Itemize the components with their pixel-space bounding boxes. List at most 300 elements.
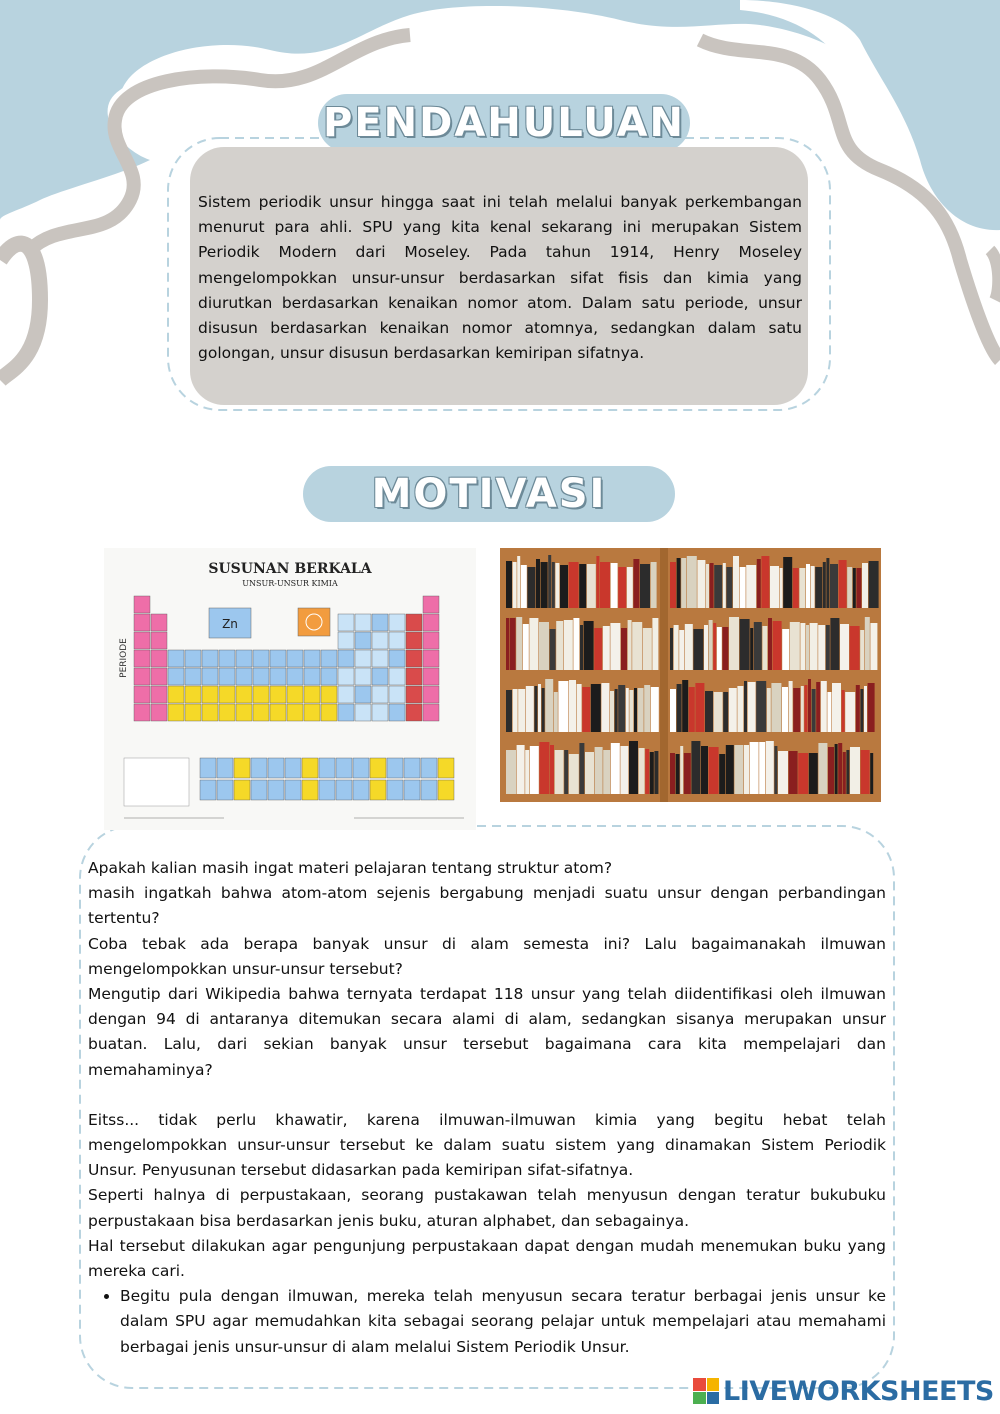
book-spine xyxy=(806,564,810,608)
motivasi-paragraph: Apakah kalian masih ingat materi pelajaran tentang struktur atom? xyxy=(88,859,613,877)
periodic-cell xyxy=(321,668,337,685)
book-spine xyxy=(733,556,739,608)
periodic-cell xyxy=(372,614,388,631)
motivasi-bullet-list xyxy=(88,1284,886,1360)
book-spine xyxy=(723,692,728,732)
periodic-cell xyxy=(438,758,454,778)
book-spine xyxy=(685,624,693,670)
book-spine xyxy=(611,743,620,794)
book-spine xyxy=(555,563,559,608)
book-spine xyxy=(620,746,628,794)
book-spine xyxy=(704,625,708,670)
book-spine xyxy=(584,621,594,670)
book-spine xyxy=(629,741,638,794)
book-spine xyxy=(793,568,799,608)
book-spine xyxy=(674,625,679,670)
book-spine xyxy=(628,620,632,670)
book-spine xyxy=(783,557,792,608)
book-spine xyxy=(862,563,868,608)
periodic-cell xyxy=(202,686,218,703)
periodic-cell xyxy=(134,632,150,649)
book-spine xyxy=(768,618,772,670)
periodic-cell xyxy=(287,686,303,703)
book-spine xyxy=(639,748,645,794)
book-spine xyxy=(713,623,716,670)
book-spine xyxy=(757,559,761,608)
periodic-cell xyxy=(219,650,235,667)
book-spine xyxy=(677,684,682,732)
book-spine xyxy=(693,629,703,670)
periodic-cell xyxy=(304,704,320,721)
periodic-cell xyxy=(236,668,252,685)
periodic-cell xyxy=(302,758,318,778)
periodic-cell xyxy=(423,650,439,667)
book-spine xyxy=(560,565,568,608)
periodic-cell xyxy=(372,704,388,721)
periodic-cell xyxy=(217,758,233,778)
book-spine xyxy=(826,558,829,608)
book-spine xyxy=(580,625,583,670)
book-spine xyxy=(840,624,849,670)
periodic-cell xyxy=(304,650,320,667)
periodic-cell xyxy=(389,704,405,721)
periodic-cell xyxy=(287,704,303,721)
liveworksheets-brand: LIVEWORKSHEETS xyxy=(723,1375,994,1407)
book-spine xyxy=(754,622,762,670)
book-spine xyxy=(798,753,808,794)
periodic-cell xyxy=(168,686,184,703)
periodic-cell xyxy=(200,758,216,778)
book-spine xyxy=(810,623,818,670)
periodic-cell xyxy=(253,668,269,685)
periodic-cell xyxy=(372,668,388,685)
book-spine xyxy=(865,617,870,670)
book-spine xyxy=(868,683,875,732)
motivasi-paragraph: Mengutip dari Wikipedia bahwa ternyata terdapat 118 unsur yang telah diidentifikasi oleh ilmuwan dengan 94 di antaranya ditemukan secara alami di alam, sedangkan sisanya merupakan unsur buatan. Lalu, dari sekian banyak unsur tersebut bagaimana cara kita mempelajari dan memahaminya? xyxy=(88,985,886,1079)
periodic-image-title: SUSUNAN BERKALA xyxy=(208,561,372,577)
book-spine xyxy=(726,567,732,608)
book-spine xyxy=(527,567,535,608)
periodic-cell xyxy=(389,686,405,703)
book-spine xyxy=(539,742,549,794)
book-spine xyxy=(828,747,834,794)
periodic-cell xyxy=(372,650,388,667)
book-spine xyxy=(681,558,686,608)
periodic-cell xyxy=(287,668,303,685)
book-spine xyxy=(591,684,601,732)
periodic-cell xyxy=(270,650,286,667)
book-spine xyxy=(650,752,654,794)
periodic-cell xyxy=(389,632,405,649)
periodic-cell xyxy=(268,780,284,800)
periodic-cell xyxy=(185,650,201,667)
book-spine xyxy=(830,564,838,608)
book-spine xyxy=(838,743,842,794)
book-spine xyxy=(573,618,579,670)
periodic-cell xyxy=(370,758,386,778)
motivasi-paragraph: Coba tebak ada berapa banyak unsur di alam semesta ini? Lalu bagaimanakah ilmuwan mengelompokkan unsur-unsur tersebut? xyxy=(88,934,886,978)
periodic-cell xyxy=(423,686,439,703)
book-spine xyxy=(621,628,627,670)
periodic-cell xyxy=(202,704,218,721)
periodic-cell xyxy=(185,686,201,703)
book-spine xyxy=(539,622,549,670)
periodic-cell xyxy=(423,614,439,631)
periodic-cell xyxy=(151,650,167,667)
bookshelf-image xyxy=(500,548,881,802)
periodic-cell xyxy=(219,668,235,685)
periodic-cell xyxy=(372,686,388,703)
book-spine xyxy=(722,627,728,670)
book-spine xyxy=(506,690,512,732)
book-spine xyxy=(799,568,805,608)
book-spine xyxy=(541,562,548,608)
book-spine xyxy=(558,681,568,732)
periodic-cell xyxy=(168,650,184,667)
book-spine xyxy=(759,742,765,794)
book-spine xyxy=(695,683,704,732)
periodic-cell xyxy=(321,704,337,721)
book-spine xyxy=(826,625,830,670)
book-spine xyxy=(729,688,737,732)
book-spine xyxy=(610,623,620,670)
book-spine xyxy=(782,629,789,670)
book-spine xyxy=(869,561,879,608)
book-spine xyxy=(744,681,747,732)
book-spine xyxy=(748,682,756,732)
book-spine xyxy=(632,622,642,670)
motivasi-paragraph: Seperti halnya di perpustakaan, seorang pustakawan telah menyusun dengan teratur bukubuku perpustakaan bisa berdasarkan jenis buku, aturan alphabet, dan sebagainya. xyxy=(88,1186,886,1230)
book-spine xyxy=(815,567,822,608)
book-spine xyxy=(850,747,860,794)
book-spine xyxy=(670,753,675,794)
book-spine xyxy=(860,689,863,732)
book-spine xyxy=(506,750,516,794)
book-spine xyxy=(536,559,540,608)
book-spine xyxy=(737,686,743,732)
book-spine xyxy=(847,567,852,608)
periodic-cell xyxy=(353,758,369,778)
periodic-cell xyxy=(406,668,422,685)
periodic-cell xyxy=(321,650,337,667)
book-spine xyxy=(870,623,877,670)
periodic-cell xyxy=(253,650,269,667)
periodic-cell xyxy=(151,668,167,685)
periodic-cell xyxy=(270,704,286,721)
book-spine xyxy=(818,625,825,670)
periodic-cell xyxy=(406,686,422,703)
periodic-cell xyxy=(134,704,150,721)
book-spine xyxy=(645,749,649,794)
periodic-cell xyxy=(219,704,235,721)
book-spine xyxy=(706,564,709,608)
book-spine xyxy=(782,687,788,732)
book-spine xyxy=(756,681,766,732)
periodic-cell xyxy=(151,686,167,703)
book-spine xyxy=(762,626,767,670)
book-spine xyxy=(714,692,723,732)
periodic-cell xyxy=(270,668,286,685)
book-spine xyxy=(513,562,517,608)
book-spine xyxy=(556,621,563,670)
periodic-cell xyxy=(202,650,218,667)
book-spine xyxy=(564,620,573,670)
book-spine xyxy=(709,747,719,794)
book-spine xyxy=(550,629,556,670)
motivasi-title: MOTIVASI xyxy=(371,471,607,517)
book-spine xyxy=(627,567,633,608)
book-spine xyxy=(585,752,594,794)
periodic-cell xyxy=(251,780,267,800)
periodic-cell xyxy=(319,780,335,800)
book-spine xyxy=(790,622,800,670)
book-spine xyxy=(811,566,815,608)
book-spine xyxy=(552,562,555,608)
motivasi-paragraph: masih ingatkah bahwa atom-atom sejenis bergabung menjadi suatu unsur dengan perbandingan tertentu? xyxy=(88,884,886,928)
book-spine xyxy=(856,685,860,732)
book-spine xyxy=(726,745,734,794)
periodic-cell xyxy=(185,704,201,721)
periodic-cell xyxy=(355,668,371,685)
periodic-cell xyxy=(355,686,371,703)
book-spine xyxy=(709,620,713,670)
book-spine xyxy=(521,565,527,608)
book-spine xyxy=(812,689,816,732)
book-spine xyxy=(651,562,657,608)
book-spine xyxy=(569,562,579,608)
book-spine xyxy=(717,627,722,670)
liveworksheets-logo-icon xyxy=(693,1378,719,1404)
book-spine xyxy=(778,751,788,794)
periodic-cell xyxy=(151,614,167,631)
book-spine xyxy=(564,750,568,794)
book-spine xyxy=(670,562,676,608)
book-spine xyxy=(545,679,553,732)
book-spine xyxy=(780,568,783,608)
periodic-cell xyxy=(406,650,422,667)
book-spine xyxy=(634,688,637,732)
book-spine xyxy=(870,753,873,794)
periodic-cell xyxy=(404,758,420,778)
book-spine xyxy=(835,744,838,794)
book-spine xyxy=(832,683,841,732)
book-spine xyxy=(691,741,700,794)
book-spine xyxy=(827,692,831,732)
periodic-cell xyxy=(338,686,354,703)
periodic-cell xyxy=(268,758,284,778)
book-spine xyxy=(821,681,827,732)
periodic-cell xyxy=(338,650,354,667)
periodic-cell xyxy=(423,668,439,685)
book-spine xyxy=(618,567,626,608)
periodic-cell xyxy=(372,632,388,649)
book-spine xyxy=(774,746,777,794)
book-spine xyxy=(801,686,804,732)
book-spine xyxy=(582,687,590,732)
periodic-cell xyxy=(151,632,167,649)
periodic-cell xyxy=(438,780,454,800)
book-spine xyxy=(744,745,749,794)
periodic-cell xyxy=(387,758,403,778)
periodic-cell xyxy=(219,686,235,703)
motivasi-paragraph: Hal tersebut dilakukan agar pengunjung perpustakaan dapat dengan mudah menemukan buku yang mereka cari. xyxy=(88,1236,886,1281)
book-spine xyxy=(789,681,793,732)
periodic-cell xyxy=(217,780,233,800)
book-spine xyxy=(800,623,805,670)
book-spine xyxy=(534,686,537,732)
book-spine xyxy=(767,688,771,732)
book-spine xyxy=(670,689,676,732)
book-spine xyxy=(554,692,558,732)
book-spine xyxy=(687,556,697,608)
periodic-cell xyxy=(406,704,422,721)
book-spine xyxy=(629,690,633,732)
book-spine xyxy=(861,750,870,794)
periodic-cell xyxy=(234,780,250,800)
book-spine xyxy=(626,688,629,732)
pendahuluan-title: PENDAHULUAN xyxy=(323,100,685,146)
book-spine xyxy=(864,686,867,732)
book-spine xyxy=(569,680,576,732)
book-spine xyxy=(705,691,713,732)
book-spine xyxy=(740,567,746,608)
book-spine xyxy=(734,745,743,794)
book-spine xyxy=(729,617,739,670)
periodic-cell xyxy=(387,780,403,800)
shelf-divider xyxy=(660,548,668,802)
periodic-cell xyxy=(151,704,167,721)
book-spine xyxy=(689,687,695,732)
book-spine xyxy=(618,685,625,732)
book-spine xyxy=(596,556,599,608)
book-spine xyxy=(682,680,688,732)
book-spine xyxy=(654,751,658,794)
book-spine xyxy=(679,630,684,670)
book-spine xyxy=(853,568,856,608)
periodic-cell xyxy=(134,686,150,703)
book-spine xyxy=(594,628,602,670)
paragraph-spacer xyxy=(88,1083,886,1108)
periodic-cell xyxy=(304,668,320,685)
book-spine xyxy=(809,753,818,794)
periodic-cell xyxy=(338,704,354,721)
book-spine xyxy=(684,753,691,794)
book-spine xyxy=(770,566,779,608)
book-spine xyxy=(677,558,681,608)
periodic-cell xyxy=(319,758,335,778)
book-spine xyxy=(555,750,564,794)
periodic-cell xyxy=(285,780,301,800)
book-spine xyxy=(652,618,658,670)
book-spine xyxy=(818,743,827,794)
book-spine xyxy=(640,564,650,608)
book-spine xyxy=(538,684,541,732)
book-spine xyxy=(548,555,551,608)
periodic-cell xyxy=(423,632,439,649)
periodic-cell xyxy=(302,780,318,800)
periodic-cell xyxy=(389,650,405,667)
periodic-cell xyxy=(202,668,218,685)
book-spine xyxy=(513,689,518,732)
book-spine xyxy=(714,565,722,608)
periodic-cell xyxy=(168,668,184,685)
periodic-cell xyxy=(134,614,150,631)
motivasi-body xyxy=(88,856,886,1360)
book-spine xyxy=(550,745,554,794)
motivasi-paragraph: Eitss... tidak perlu khawatir, karena ilmuwan-ilmuwan kimia yang begitu hebat telah mengelompokkan unsur-unsur tersebut ke dalam suatu sistem yang dinamakan Sistem Periodik Unsur. Penyusunan tersebut didasarkan pada kemiripan sifat-sifatnya. xyxy=(88,1110,886,1180)
book-spine xyxy=(806,625,809,670)
book-spine xyxy=(516,617,522,670)
book-spine xyxy=(523,624,529,670)
book-spine xyxy=(644,685,650,732)
periodic-image-subtitle: UNSUR-UNSUR KIMIA xyxy=(242,579,338,588)
periodic-cell xyxy=(336,758,352,778)
book-spine xyxy=(771,683,781,732)
periodic-cell xyxy=(253,704,269,721)
book-spine xyxy=(506,561,512,608)
periodic-cell xyxy=(287,650,303,667)
periodic-cell xyxy=(421,758,437,778)
periodic-cell xyxy=(353,780,369,800)
book-spine xyxy=(761,556,769,608)
book-spine xyxy=(719,754,725,794)
periodic-cell xyxy=(168,704,184,721)
periodic-cell xyxy=(134,650,150,667)
book-spine xyxy=(860,630,864,670)
book-spine xyxy=(804,685,807,732)
book-spine xyxy=(830,618,839,670)
pendahuluan-title-pill xyxy=(318,94,690,152)
periodic-cell xyxy=(338,632,354,649)
book-spine xyxy=(766,741,774,794)
periodic-cell xyxy=(200,780,216,800)
periodic-cell xyxy=(338,614,354,631)
book-spine xyxy=(603,750,610,794)
periodic-cell xyxy=(338,668,354,685)
periodic-cell xyxy=(251,758,267,778)
liveworksheets-logo[interactable] xyxy=(693,1373,994,1409)
periodic-table-image xyxy=(104,548,476,830)
periodic-cell xyxy=(134,596,150,613)
book-spine xyxy=(638,688,644,732)
book-spine xyxy=(600,562,610,608)
book-spine xyxy=(633,559,639,608)
book-spine xyxy=(746,565,756,608)
book-spine xyxy=(856,568,861,608)
book-spine xyxy=(789,751,798,794)
periodic-image-side-label: PERIODE xyxy=(119,638,129,678)
periodic-cell xyxy=(285,758,301,778)
periodic-cell xyxy=(185,668,201,685)
book-spine xyxy=(680,746,683,794)
book-spine xyxy=(676,754,680,794)
periodic-cell xyxy=(406,614,422,631)
book-spine xyxy=(845,692,855,732)
book-spine xyxy=(701,746,708,794)
motivasi-title-pill xyxy=(303,466,675,522)
periodic-cell xyxy=(355,650,371,667)
periodic-zn-label: Zn xyxy=(222,617,238,631)
book-spine xyxy=(517,745,525,794)
book-spine xyxy=(518,689,525,732)
periodic-cell xyxy=(421,780,437,800)
book-spine xyxy=(615,689,618,732)
book-spine xyxy=(710,563,714,608)
periodic-cell xyxy=(134,668,150,685)
periodic-cell xyxy=(234,758,250,778)
book-spine xyxy=(850,626,860,670)
book-spine xyxy=(839,560,847,608)
